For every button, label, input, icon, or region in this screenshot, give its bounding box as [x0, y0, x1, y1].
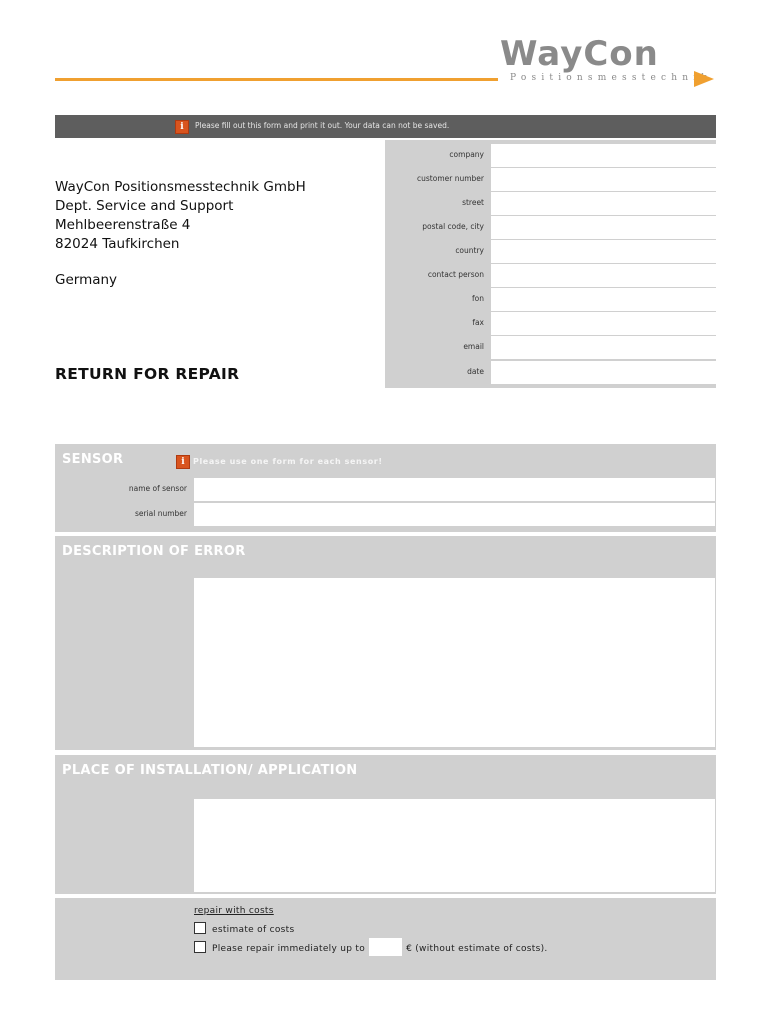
- serial-number-label: serial number: [134, 509, 187, 518]
- immediate-repair-label: Please repair immediately up to: [212, 944, 366, 954]
- contact-row-email: [385, 336, 716, 358]
- repair-heading: repair with costs: [194, 906, 274, 916]
- repair-panel: [55, 898, 716, 980]
- contact-row-customer-number: [385, 168, 716, 190]
- fon-input[interactable]: [491, 288, 716, 311]
- immediate-repair-checkbox[interactable]: [194, 941, 206, 953]
- company-input[interactable]: [491, 144, 716, 167]
- contact-row-fon: [385, 288, 716, 310]
- cost-limit-input[interactable]: [369, 938, 402, 956]
- contact-row-date: [385, 361, 716, 383]
- contact-label-fax: fax: [472, 318, 484, 327]
- estimate-label: estimate of costs: [212, 925, 295, 935]
- contact-row-fax: [385, 312, 716, 334]
- header-divider: [55, 78, 498, 81]
- description-section-title: DESCRIPTION OF ERROR: [62, 544, 246, 559]
- sensor-panel: [55, 444, 716, 532]
- contact-person-input[interactable]: [491, 264, 716, 287]
- notice-bar: [55, 115, 716, 138]
- logo-arrow-icon: [694, 71, 714, 87]
- info-icon: i: [176, 455, 190, 469]
- sensor-note: Please use one form for each sensor!: [193, 457, 383, 466]
- country-input[interactable]: [491, 240, 716, 263]
- sensor-name-input[interactable]: [194, 478, 715, 501]
- contact-row-company: [385, 144, 716, 166]
- address-line-dept: Dept. Service and Support: [55, 198, 234, 214]
- waycon-logo: WayCon: [500, 34, 659, 74]
- contact-label-country: country: [455, 246, 484, 255]
- sensor-section-title: SENSOR: [62, 452, 124, 467]
- serial-number-input[interactable]: [194, 503, 715, 526]
- info-icon: i: [175, 120, 189, 134]
- contact-row-postal-city: [385, 216, 716, 238]
- description-panel: [55, 536, 716, 750]
- date-input[interactable]: [491, 361, 716, 384]
- notice-text: Please fill out this form and print it out. Your data can not be saved.: [195, 121, 450, 130]
- contact-row-street: [385, 192, 716, 214]
- address-line-street: Mehlbeerenstraße 4: [55, 217, 191, 233]
- address-line-city: 82024 Taufkirchen: [55, 236, 180, 252]
- contact-label-fon: fon: [472, 294, 484, 303]
- contact-label-company: company: [449, 150, 484, 159]
- recipient-address: [55, 178, 306, 254]
- contact-label-email: email: [463, 342, 484, 351]
- customer-number-input[interactable]: [491, 168, 716, 191]
- immediate-repair-suffix: € (without estimate of costs).: [406, 944, 548, 954]
- contact-row-country: [385, 240, 716, 262]
- fax-input[interactable]: [491, 312, 716, 335]
- page-title: RETURN FOR REPAIR: [55, 365, 240, 383]
- contact-label-date: date: [467, 367, 484, 376]
- contact-panel: [385, 140, 716, 388]
- sensor-name-label: name of sensor: [128, 484, 187, 493]
- installation-textarea[interactable]: [194, 799, 715, 892]
- street-input[interactable]: [491, 192, 716, 215]
- immediate-repair-option: [194, 938, 548, 956]
- estimate-option: [194, 922, 294, 935]
- address-line-company: WayCon Positionsmesstechnik GmbH: [55, 179, 306, 195]
- contact-label-customer-number: customer number: [417, 174, 484, 183]
- estimate-checkbox[interactable]: [194, 922, 206, 934]
- logo-subtitle: Positionsmesstechnik: [510, 73, 712, 83]
- contact-label-contact-person: contact person: [427, 270, 484, 279]
- postal-city-input[interactable]: [491, 216, 716, 239]
- contact-label-postal-city: postal code, city: [422, 222, 484, 231]
- address-country: Germany: [55, 272, 118, 288]
- error-description-textarea[interactable]: [194, 578, 715, 747]
- installation-section-title: PLACE OF INSTALLATION/ APPLICATION: [62, 763, 358, 778]
- email-input[interactable]: [491, 336, 716, 359]
- installation-panel: [55, 755, 716, 894]
- contact-row-contact-person: [385, 264, 716, 286]
- contact-label-street: street: [462, 198, 484, 207]
